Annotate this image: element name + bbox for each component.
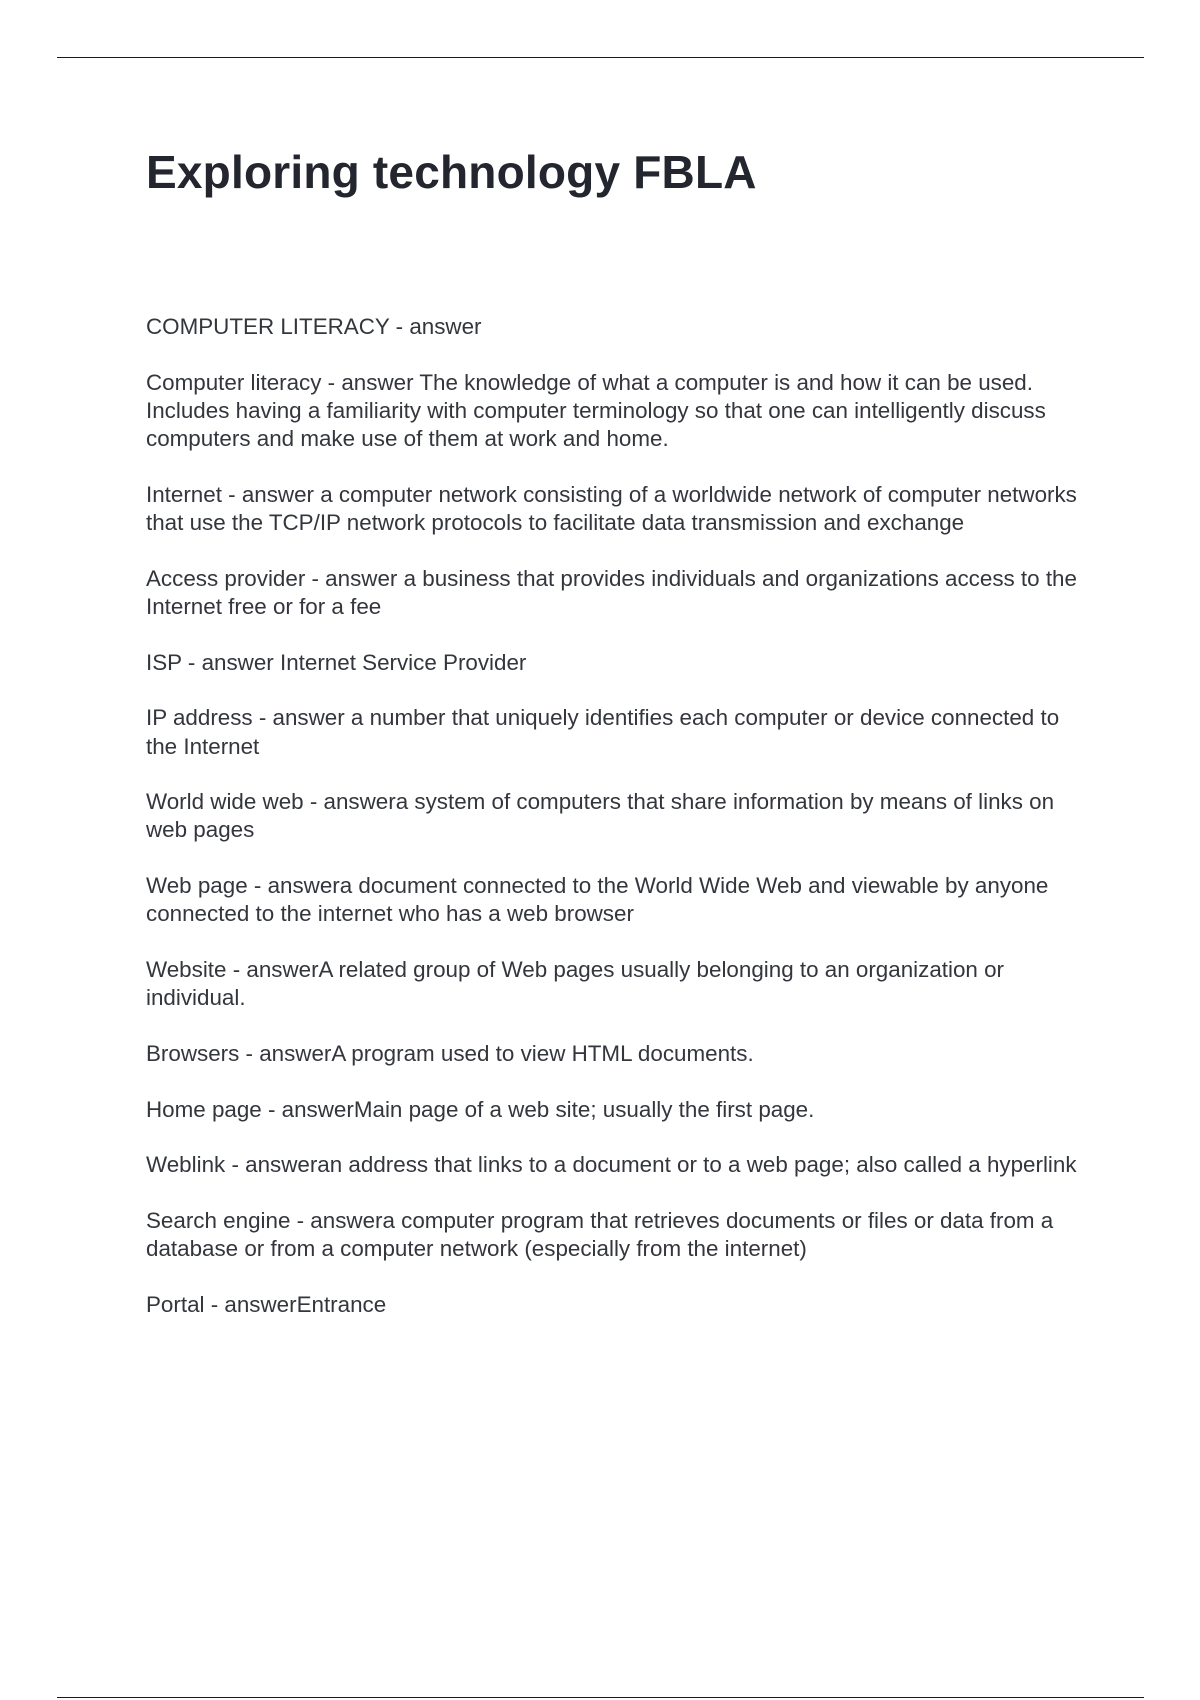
entry-website: Website - answerA related group of Web pages usually belonging to an organization or individual. — [146, 957, 1005, 1011]
entry-browsers: Browsers - answerA program used to view HTML documents. — [146, 1040, 754, 1066]
entry-web-page: Web page - answera document connected to the World Wide Web and viewable by anyone connected to the internet who has a web browser — [146, 873, 1049, 927]
entry-home-page: Home page - answerMain page of a web site; usually the first page. — [146, 1096, 815, 1122]
entry-weblink: Weblink - answeran address that links to a document or to a web page; also called a hyperlink — [146, 1152, 1077, 1178]
entry-world-wide-web: World wide web - answera system of computers that share information by means of links on web pages — [146, 789, 1055, 843]
entry-access-provider: Access provider - answer a business that provides individuals and organizations access to the Internet free or for a fee — [146, 565, 1077, 619]
entry-search-engine: Search engine - answera computer program that retrieves documents or files or data from a database or from a computer network (especially from the internet) — [146, 1208, 1054, 1262]
bottom-divider — [57, 1697, 1144, 1698]
top-divider — [57, 57, 1144, 58]
page-title: Exploring technology FBLA — [146, 146, 757, 198]
flashcard-list — [146, 313, 1091, 1347]
entry-ip-address: IP address - answer a number that uniquely identifies each computer or device connected to the Internet — [146, 705, 1060, 759]
entry-computer-literacy-heading: COMPUTER LITERACY - answer — [146, 314, 482, 339]
entry-internet: Internet - answer a computer network consisting of a worldwide network of computer networks that use the TCP/IP network protocols to facilitate data transmission and exchange — [146, 481, 1077, 536]
entry-computer-literacy: Computer literacy - answer The knowledge of what a computer is and how it can be used. Includes having a familiarity with computer terminology so that one can intelligently discuss computers and make use of them at work and home. — [146, 369, 1046, 452]
entry-portal: Portal - answerEntrance — [146, 1291, 387, 1317]
entry-isp: ISP - answer Internet Service Provider — [146, 649, 527, 675]
